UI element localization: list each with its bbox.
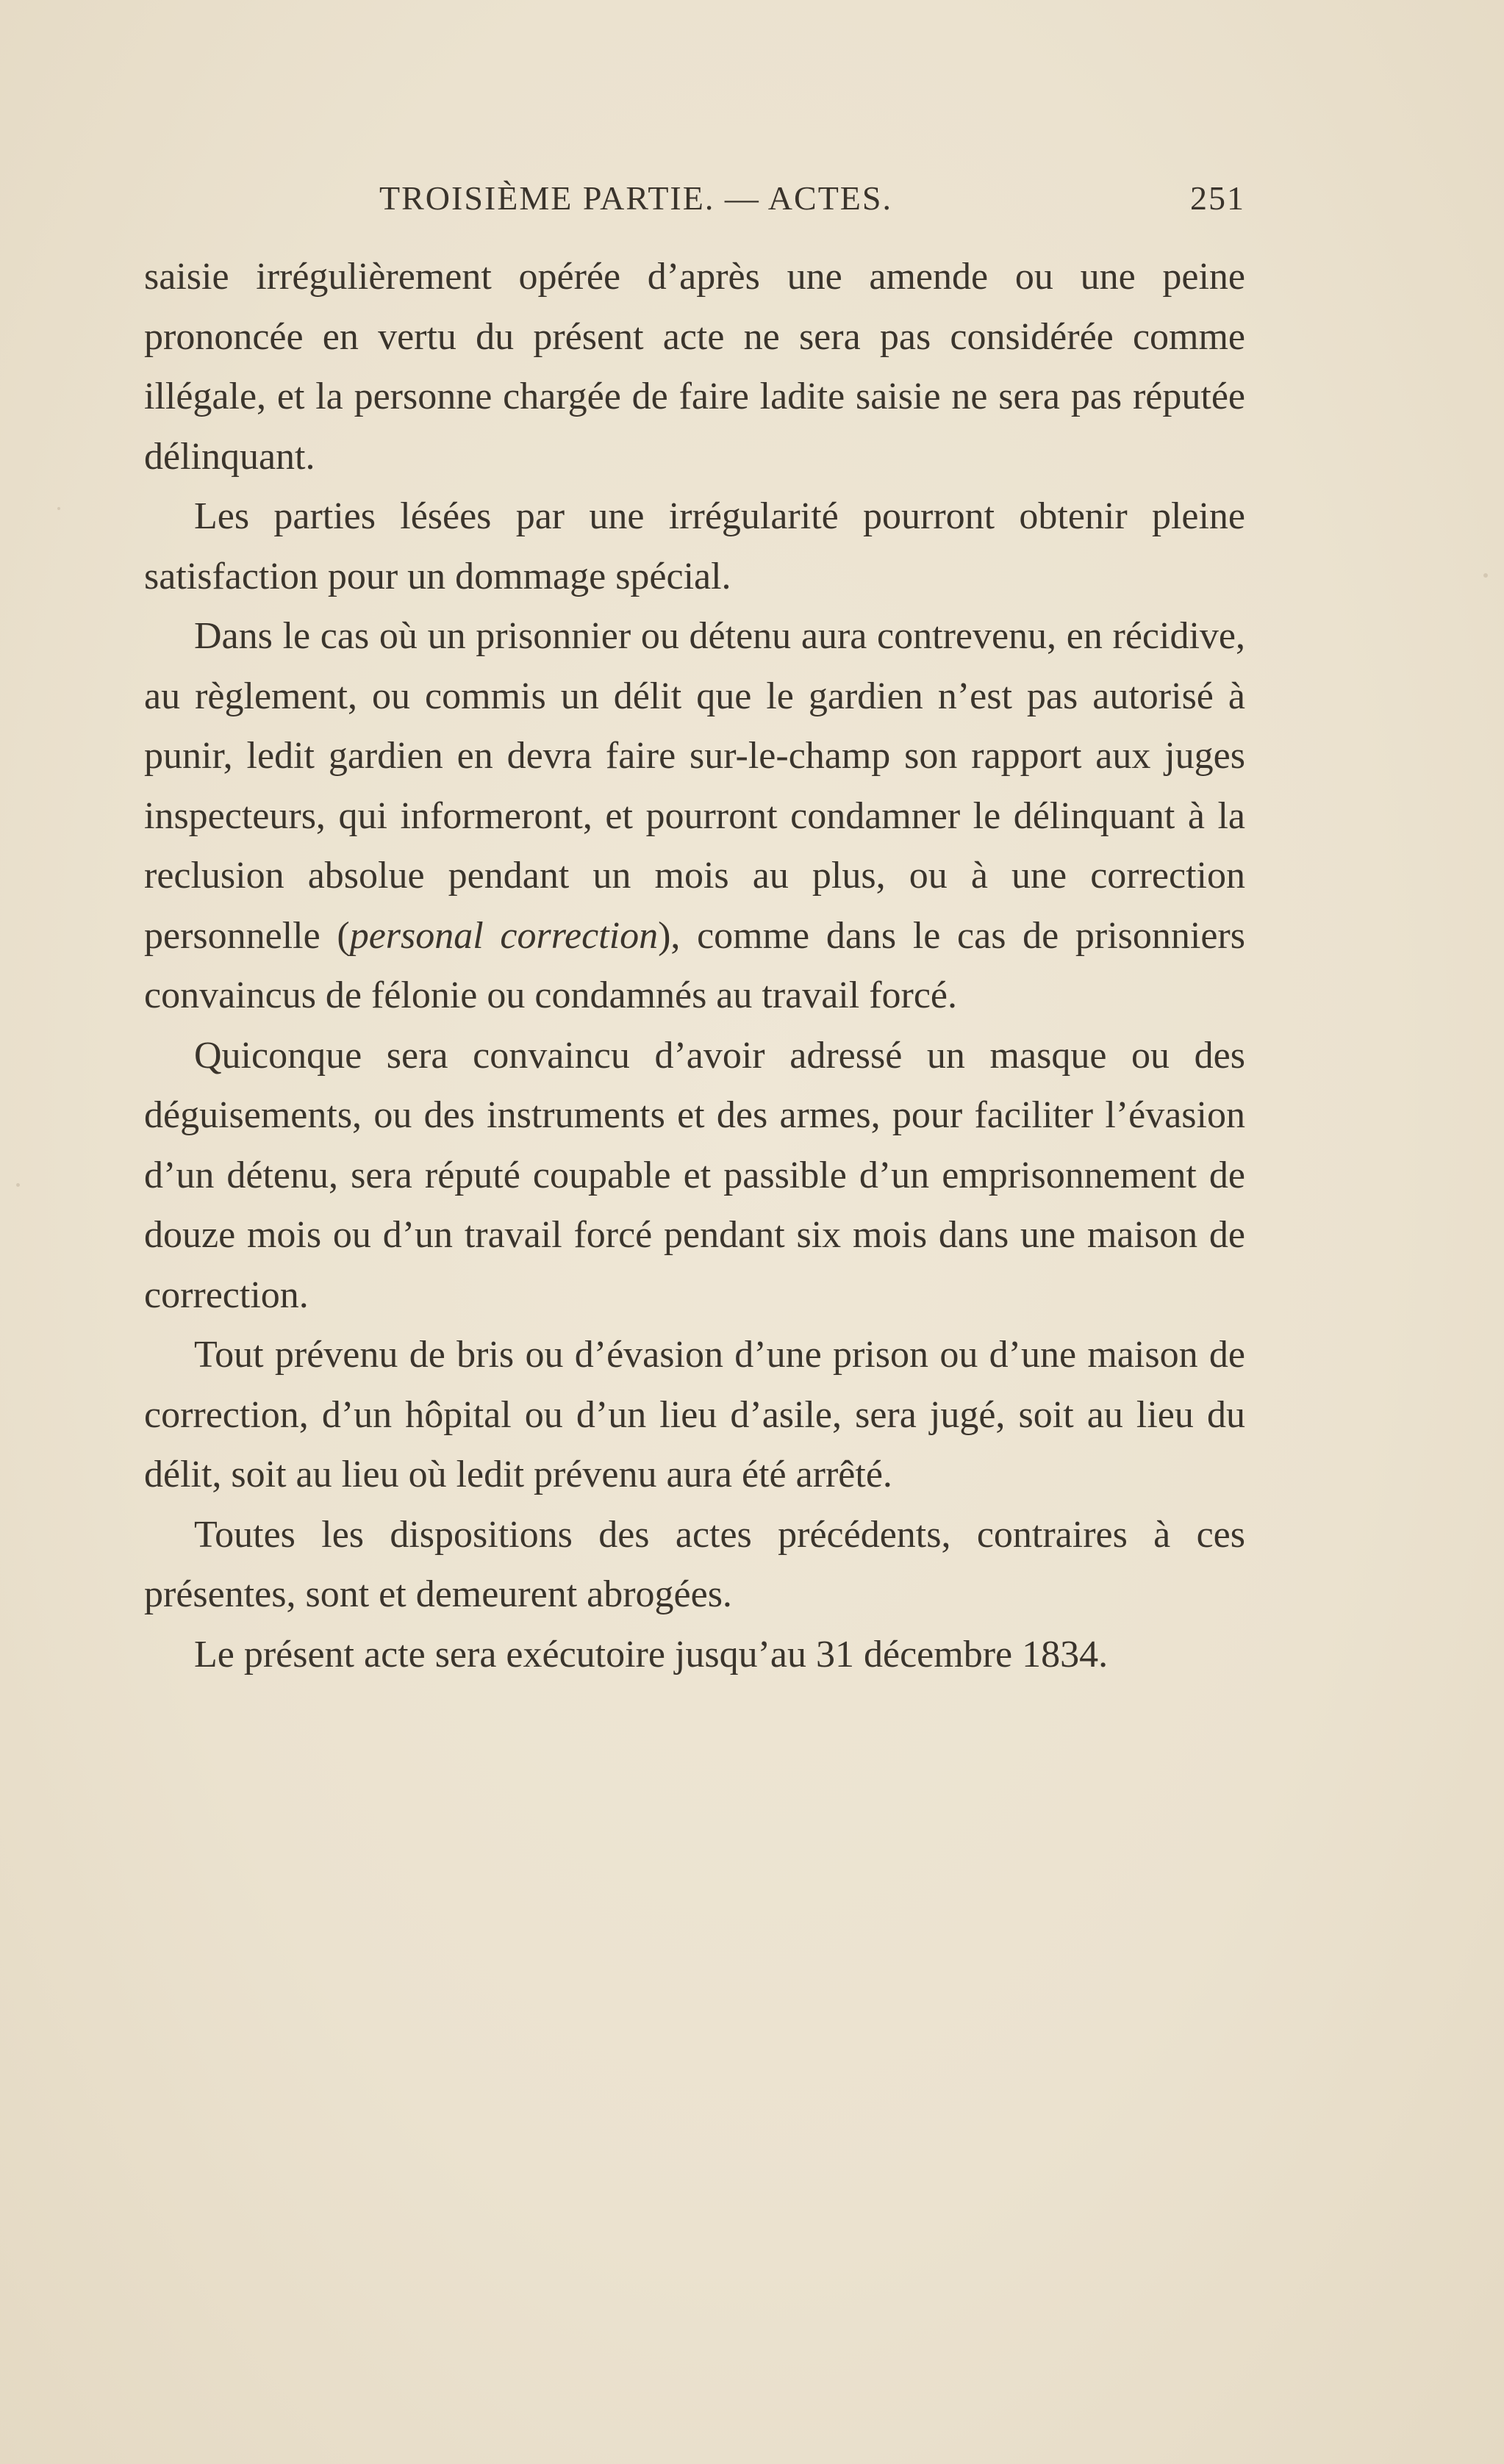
paragraph: Les parties lésées par une irrégularité pourront obtenir pleine satisfaction pour un dommage spécial. (144, 495, 1245, 597)
paper-speck (16, 1183, 20, 1187)
paragraph-text: ), comme dans le cas de prisonniers convaincus de félonie ou condamnés au travail forcé. (144, 914, 1245, 1016)
paper-speck (1483, 573, 1488, 578)
paragraph: Toutes les dispositions des actes précédents, contraires à ces présentes, sont et demeurent abrogées. (144, 1513, 1245, 1615)
paper-speck (57, 507, 60, 510)
paragraph-continued: saisie irrégulièrement opérée d’après une amende ou une peine prononcée en vertu du présent acte ne sera pas considérée comme illégale, et la personne chargée de faire ladite saisie ne sera pas réputée délinquant. (144, 256, 1245, 478)
paragraph-text: Dans le cas où un prisonnier ou détenu aura contrevenu, en récidive, au règlement, ou commis un délit que le gardien n’est pas autorisé à punir, ledit gardien en devra faire sur-le-champ son rapport aux juges inspecteurs, qui informeront, et pourront condamner le délinquant à la reclusion absolue pendant un mois au plus, ou à une correction personnelle ( (144, 615, 1245, 957)
running-head: TROISIÈME PARTIE. — ACTES. (379, 179, 892, 217)
body-text (144, 247, 1245, 1684)
paragraph (144, 606, 1245, 1026)
italic-term: personal correction (349, 914, 659, 957)
paragraph: Quiconque sera convaincu d’avoir adressé un masque ou des déguisements, ou des instruments et des armes, pour faciliter l’évasion d’un détenu, sera réputé coupable et passible d’un emprisonnement de douze mois ou d’un travail forcé pendant six mois dans une maison de correction. (144, 1034, 1245, 1316)
page-number: 251 (1190, 179, 1245, 217)
page-header (144, 176, 1245, 220)
paragraph: Le présent acte sera exécutoire jusqu’au 31 décembre 1834. (194, 1633, 1109, 1675)
paragraph: Tout prévenu de bris ou d’évasion d’une prison ou d’une maison de correction, d’un hôpital ou d’un lieu d’asile, sera jugé, soit au lieu du délit, soit au lieu où ledit prévenu aura été arrêté. (144, 1334, 1245, 1495)
